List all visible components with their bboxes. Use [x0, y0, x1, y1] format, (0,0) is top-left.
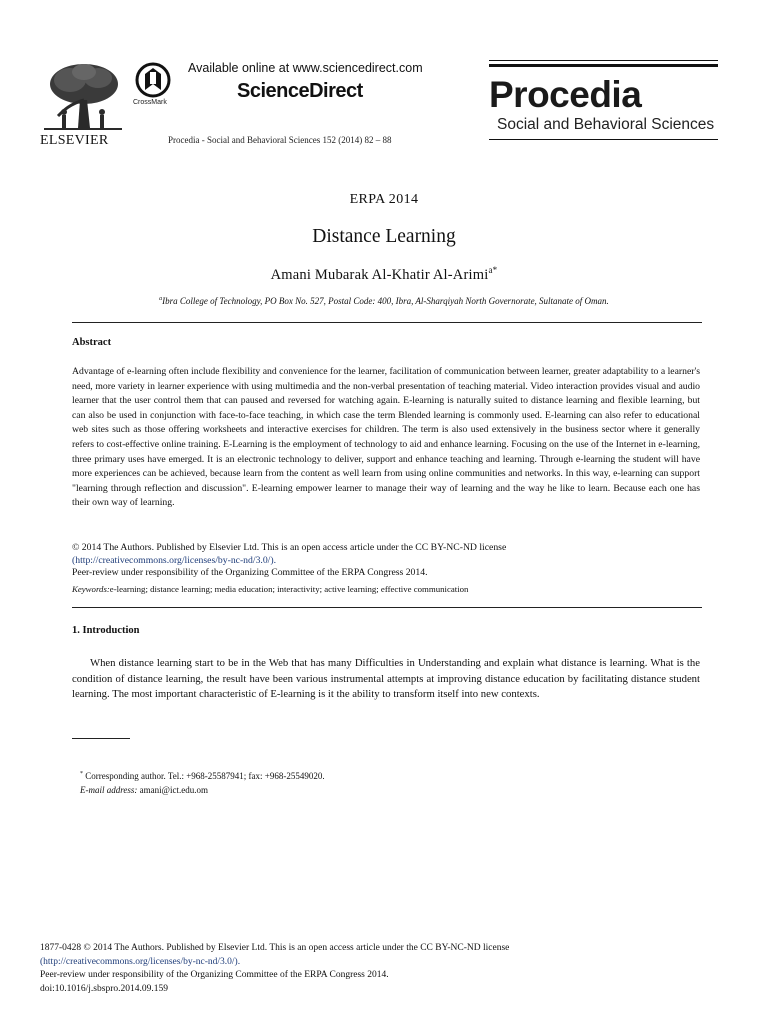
sciencedirect-logo-text: ScienceDirect — [237, 80, 363, 102]
crossmark-label: CrossMark — [133, 99, 167, 106]
section-heading-introduction: 1. Introduction — [72, 625, 140, 636]
abstract-text: Advantage of e-learning often include flexibility and convenience for the learner, facilitation of communication between learner, greater adaptability to a learner's need, more variety in learner experience with using multimedia and the non-verbal presentation of teaching material. Video interaction provides visual and audio learner that the user control them that can paused and reversed for watching again. E-learning is naturally suited to distance learning and flexible learning, but can also be used in conjunction with face-to-face teaching, in which case the term Blended learning is commonly used. E-learning can also refer to educational web sites such as those offering worksheets and interactive exercises for children. The term is also used extensively in the business sector where it generally refers to cost-effective online training. E-Learning is the employment of technology to aid and enhance learning. Focusing on the use of the Internet in e-learning, three primary uses have emerged. It is an electronic technology to deliver, support and enhance teaching and learning. Through e-learning the student will have more experiences can be achieved, because learn from the content as well learn from using online communities and networks. In this way, e-learning can support "learning through reflection and discussion". E-learning empower learner to manage their way of learning and the way he like to learn. Because each one has their own way of learning. — [72, 366, 700, 509]
footnote-rule — [72, 738, 130, 739]
available-online-text: Available online at www.sciencedirect.com — [188, 61, 423, 75]
paper-title: Distance Learning — [312, 226, 456, 247]
divider-top — [72, 322, 702, 323]
issn-copyright-footer — [40, 942, 700, 996]
affiliation-text: Ibra College of Technology, PO Box No. 527, Postal Code: 400, Ibra, Al-Sharqiyah North Governorate, Sultanate of Oman. — [162, 296, 609, 306]
procedia-rule-thick — [489, 64, 718, 67]
email-label: E-mail address: — [80, 785, 138, 795]
procedia-rule-bottom — [489, 139, 718, 140]
procedia-rule-top — [489, 60, 718, 61]
footer-issn-line: 1877-0428 © 2014 The Authors. Published by Elsevier Ltd. This is an open access article under the CC BY-NC-ND license — [40, 943, 510, 953]
procedia-title: Procedia — [489, 74, 642, 115]
license-link[interactable]: (http://creativecommons.org/licenses/by-nc-nd/3.0/). — [72, 554, 277, 566]
keywords-label: Keywords: — [72, 584, 110, 594]
procedia-subtitle: Social and Behavioral Sciences — [497, 116, 715, 133]
introduction-body: When distance learning start to be in the Web that has many Difficulties in Understanding and explain what distance is learning. What is the condition of distance learning, the result have been various instrumental attempts at improving distance education by facilitating distance student learning. The most important characteristic of E-learning is it the ability to transform itself into new contexts. — [72, 657, 700, 701]
conference-name: ERPA 2014 — [349, 192, 419, 207]
abstract-body — [72, 365, 700, 511]
peer-review-text: Peer-review under responsibility of the Organizing Committee of the ERPA Congress 2014. — [72, 567, 428, 578]
author-line — [0, 265, 768, 284]
author-names: Amani Mubarak Al-Khatir Al-Arimi — [270, 266, 489, 283]
affiliation — [0, 296, 768, 306]
footer-license-link[interactable]: (http://creativecommons.org/licenses/by-nc-nd/3.0/). — [40, 956, 241, 967]
footnote-corresponding-text: Corresponding author. Tel.: +968-25587941; fax: +968-25549020. — [83, 771, 325, 781]
divider-bottom — [72, 607, 702, 608]
author-marks: a* — [488, 265, 498, 275]
copyright-block — [72, 542, 700, 580]
email-address[interactable]: amani@ict.edu.om — [137, 785, 208, 795]
footer-peer-review: Peer-review under responsibility of the Organizing Committee of the ERPA Congress 2014. — [40, 970, 389, 980]
footnote-mark: * — [80, 771, 83, 777]
footer-doi[interactable]: doi:10.1016/j.sbspro.2014.09.159 — [40, 983, 168, 994]
publisher-name: ELSEVIER — [40, 133, 109, 148]
copyright-text: © 2014 The Authors. Published by Elsevier Ltd. This is an open access article under the CC BY-NC-ND license — [72, 542, 507, 553]
abstract-heading: Abstract — [72, 337, 112, 348]
journal-reference: Procedia - Social and Behavioral Sciences 152 (2014) 82 – 88 — [168, 135, 392, 145]
affiliation-mark: a — [159, 296, 163, 302]
footnote-email — [80, 785, 208, 795]
keywords — [72, 584, 700, 594]
keywords-text: e-learning; distance learning; media education; interactivity; active learning; effective communication — [109, 584, 469, 594]
footnote-corresponding — [80, 771, 325, 781]
